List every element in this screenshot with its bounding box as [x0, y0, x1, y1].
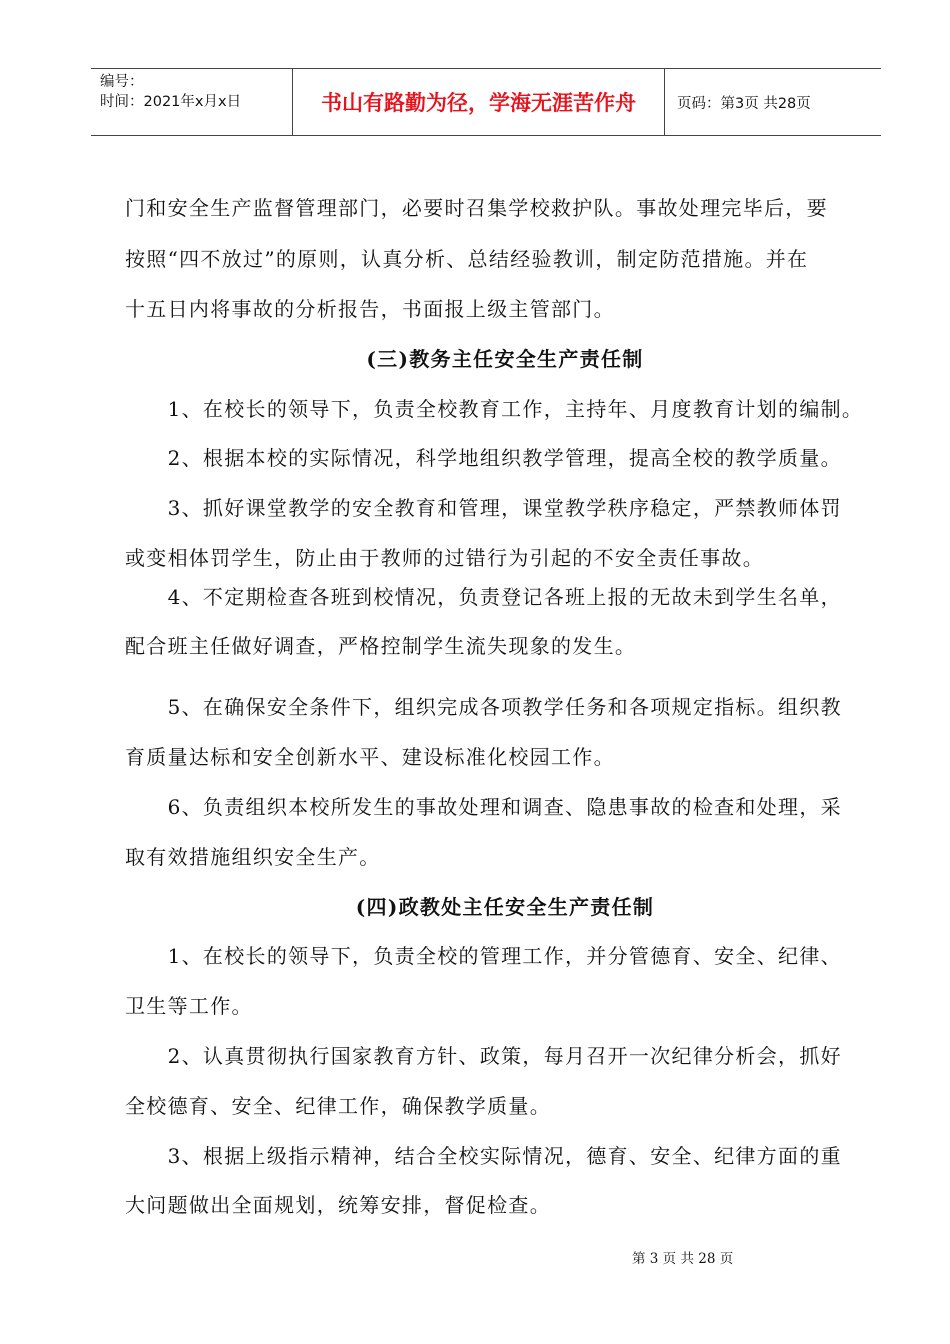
body-line: 按照“四不放过”的原则，认真分析、总结经验教训，制定防范措施。并在: [125, 247, 809, 271]
page-footer: 第 3 页 共 28 页: [632, 1251, 734, 1267]
body-line: 卫生等工作。: [125, 994, 253, 1018]
header-motto: 书山有路勤为径，学海无涯苦作舟: [293, 69, 665, 135]
body-line: 6、负责组织本校所发生的事故处理和调查、隐患事故的检查和处理，采: [125, 795, 842, 819]
body-line: 1、在校长的领导下，负责全校的管理工作，并分管德育、安全、纪律、: [125, 944, 842, 968]
section-heading: (三)教务主任安全生产责任制: [366, 347, 644, 371]
header-number-label: 编号：: [100, 74, 144, 90]
body-line: 5、在确保安全条件下，组织完成各项教学任务和各项规定指标。组织教: [125, 695, 842, 719]
body-line: 全校德育、安全、纪律工作，确保教学质量。: [125, 1094, 551, 1118]
header-page-info: 页码：第3页 共28页: [677, 95, 811, 112]
body-line: 1、在校长的领导下，负责全校教育工作，主持年、月度教育计划的编制。: [125, 397, 864, 421]
body-line: 育质量达标和安全创新水平、建设标准化校园工作。: [125, 745, 615, 769]
body-line: 2、认真贯彻执行国家教育方针、政策，每月召开一次纪律分析会，抓好: [125, 1044, 842, 1068]
body-line: 或变相体罚学生，防止由于教师的过错行为引起的不安全责任事故。: [125, 546, 764, 570]
page-header: [91, 68, 881, 136]
body-line: 4、不定期检查各班到校情况，负责登记各班上报的无故未到学生名单，: [125, 585, 842, 609]
body-line: 取有效措施组织安全生产。: [125, 845, 381, 869]
header-time-label: 时间：2021年x月x日: [100, 94, 242, 110]
body-line: 3、抓好课堂教学的安全教育和管理，课堂教学秩序稳定，严禁教师体罚: [125, 496, 842, 520]
body-line: 3、根据上级指示精神，结合全校实际情况，德育、安全、纪律方面的重: [125, 1144, 842, 1168]
body-line: 门和安全生产监督管理部门，必要时召集学校救护队。事故处理完毕后，要: [125, 196, 828, 220]
body-line: 2、根据本校的实际情况，科学地组织教学管理，提高全校的教学质量。: [125, 446, 842, 470]
body-line: 大问题做出全面规划，统筹安排，督促检查。: [125, 1193, 551, 1217]
body-line: 十五日内将事故的分析报告，书面报上级主管部门。: [125, 297, 615, 321]
section-heading: (四)政教处主任安全生产责任制: [355, 895, 655, 919]
header-meta: [91, 69, 293, 135]
body-line: 配合班主任做好调查，严格控制学生流失现象的发生。: [125, 634, 637, 658]
